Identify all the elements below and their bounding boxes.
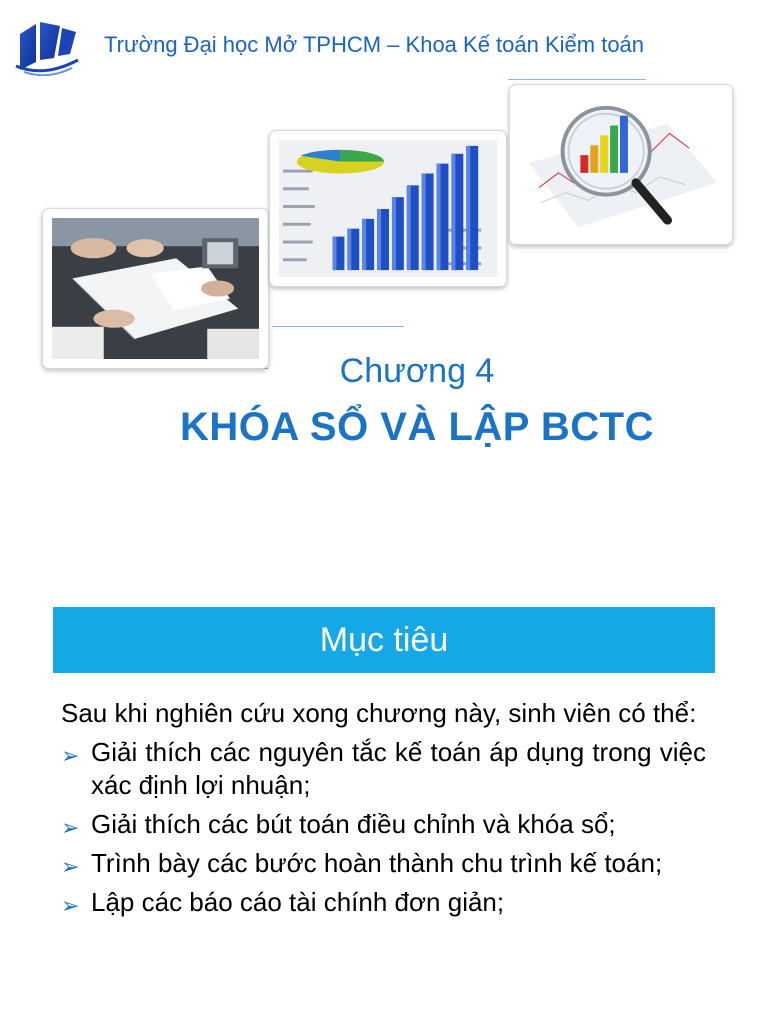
objective-item	[61, 886, 706, 919]
meeting-photo	[42, 208, 269, 369]
university-logo-icon	[14, 20, 80, 76]
objective-item	[61, 736, 706, 802]
objectives-content	[61, 697, 706, 925]
magnifier-chart-photo	[509, 84, 733, 245]
objective-text: Trình bày các bước hoàn thành chu trình kế toán;	[91, 848, 663, 878]
chapter-title: KHÓA SỔ VÀ LẬP BCTC	[180, 405, 654, 449]
objectives-intro: Sau khi nghiên cứu xong chương này, sinh viên có thể:	[61, 698, 697, 728]
magnifier-image	[519, 94, 723, 235]
arrow-bullet-icon: ➢	[61, 854, 80, 879]
objective-text: Lập các báo cáo tài chính đơn giản;	[91, 887, 505, 917]
objective-text: Giải thích các bút toán điều chỉnh và khóa sổ;	[91, 809, 616, 839]
objective-item	[61, 847, 706, 880]
arrow-bullet-icon: ➢	[61, 893, 80, 918]
objective-text: Giải thích các nguyên tắc kế toán áp dụng trong việc xác định lợi nhuận;	[91, 737, 706, 800]
arrow-bullet-icon: ➢	[61, 743, 80, 768]
header-title: Trường Đại học Mở TPHCM – Khoa Kế toán Kiểm toán	[104, 32, 645, 57]
meeting-image	[52, 218, 259, 359]
objectives-heading	[53, 607, 715, 673]
arrow-bullet-icon: ➢	[61, 815, 80, 840]
bar-chart-photo	[269, 130, 507, 287]
bar-chart-image	[279, 140, 497, 277]
objective-item	[61, 808, 706, 841]
chapter-number: Chương 4	[339, 352, 495, 390]
decorative-line	[272, 326, 404, 327]
objectives-list	[61, 736, 706, 919]
page-header	[0, 0, 768, 80]
objectives-heading-label: Mục tiêu	[319, 620, 449, 659]
decorative-line	[508, 79, 646, 80]
